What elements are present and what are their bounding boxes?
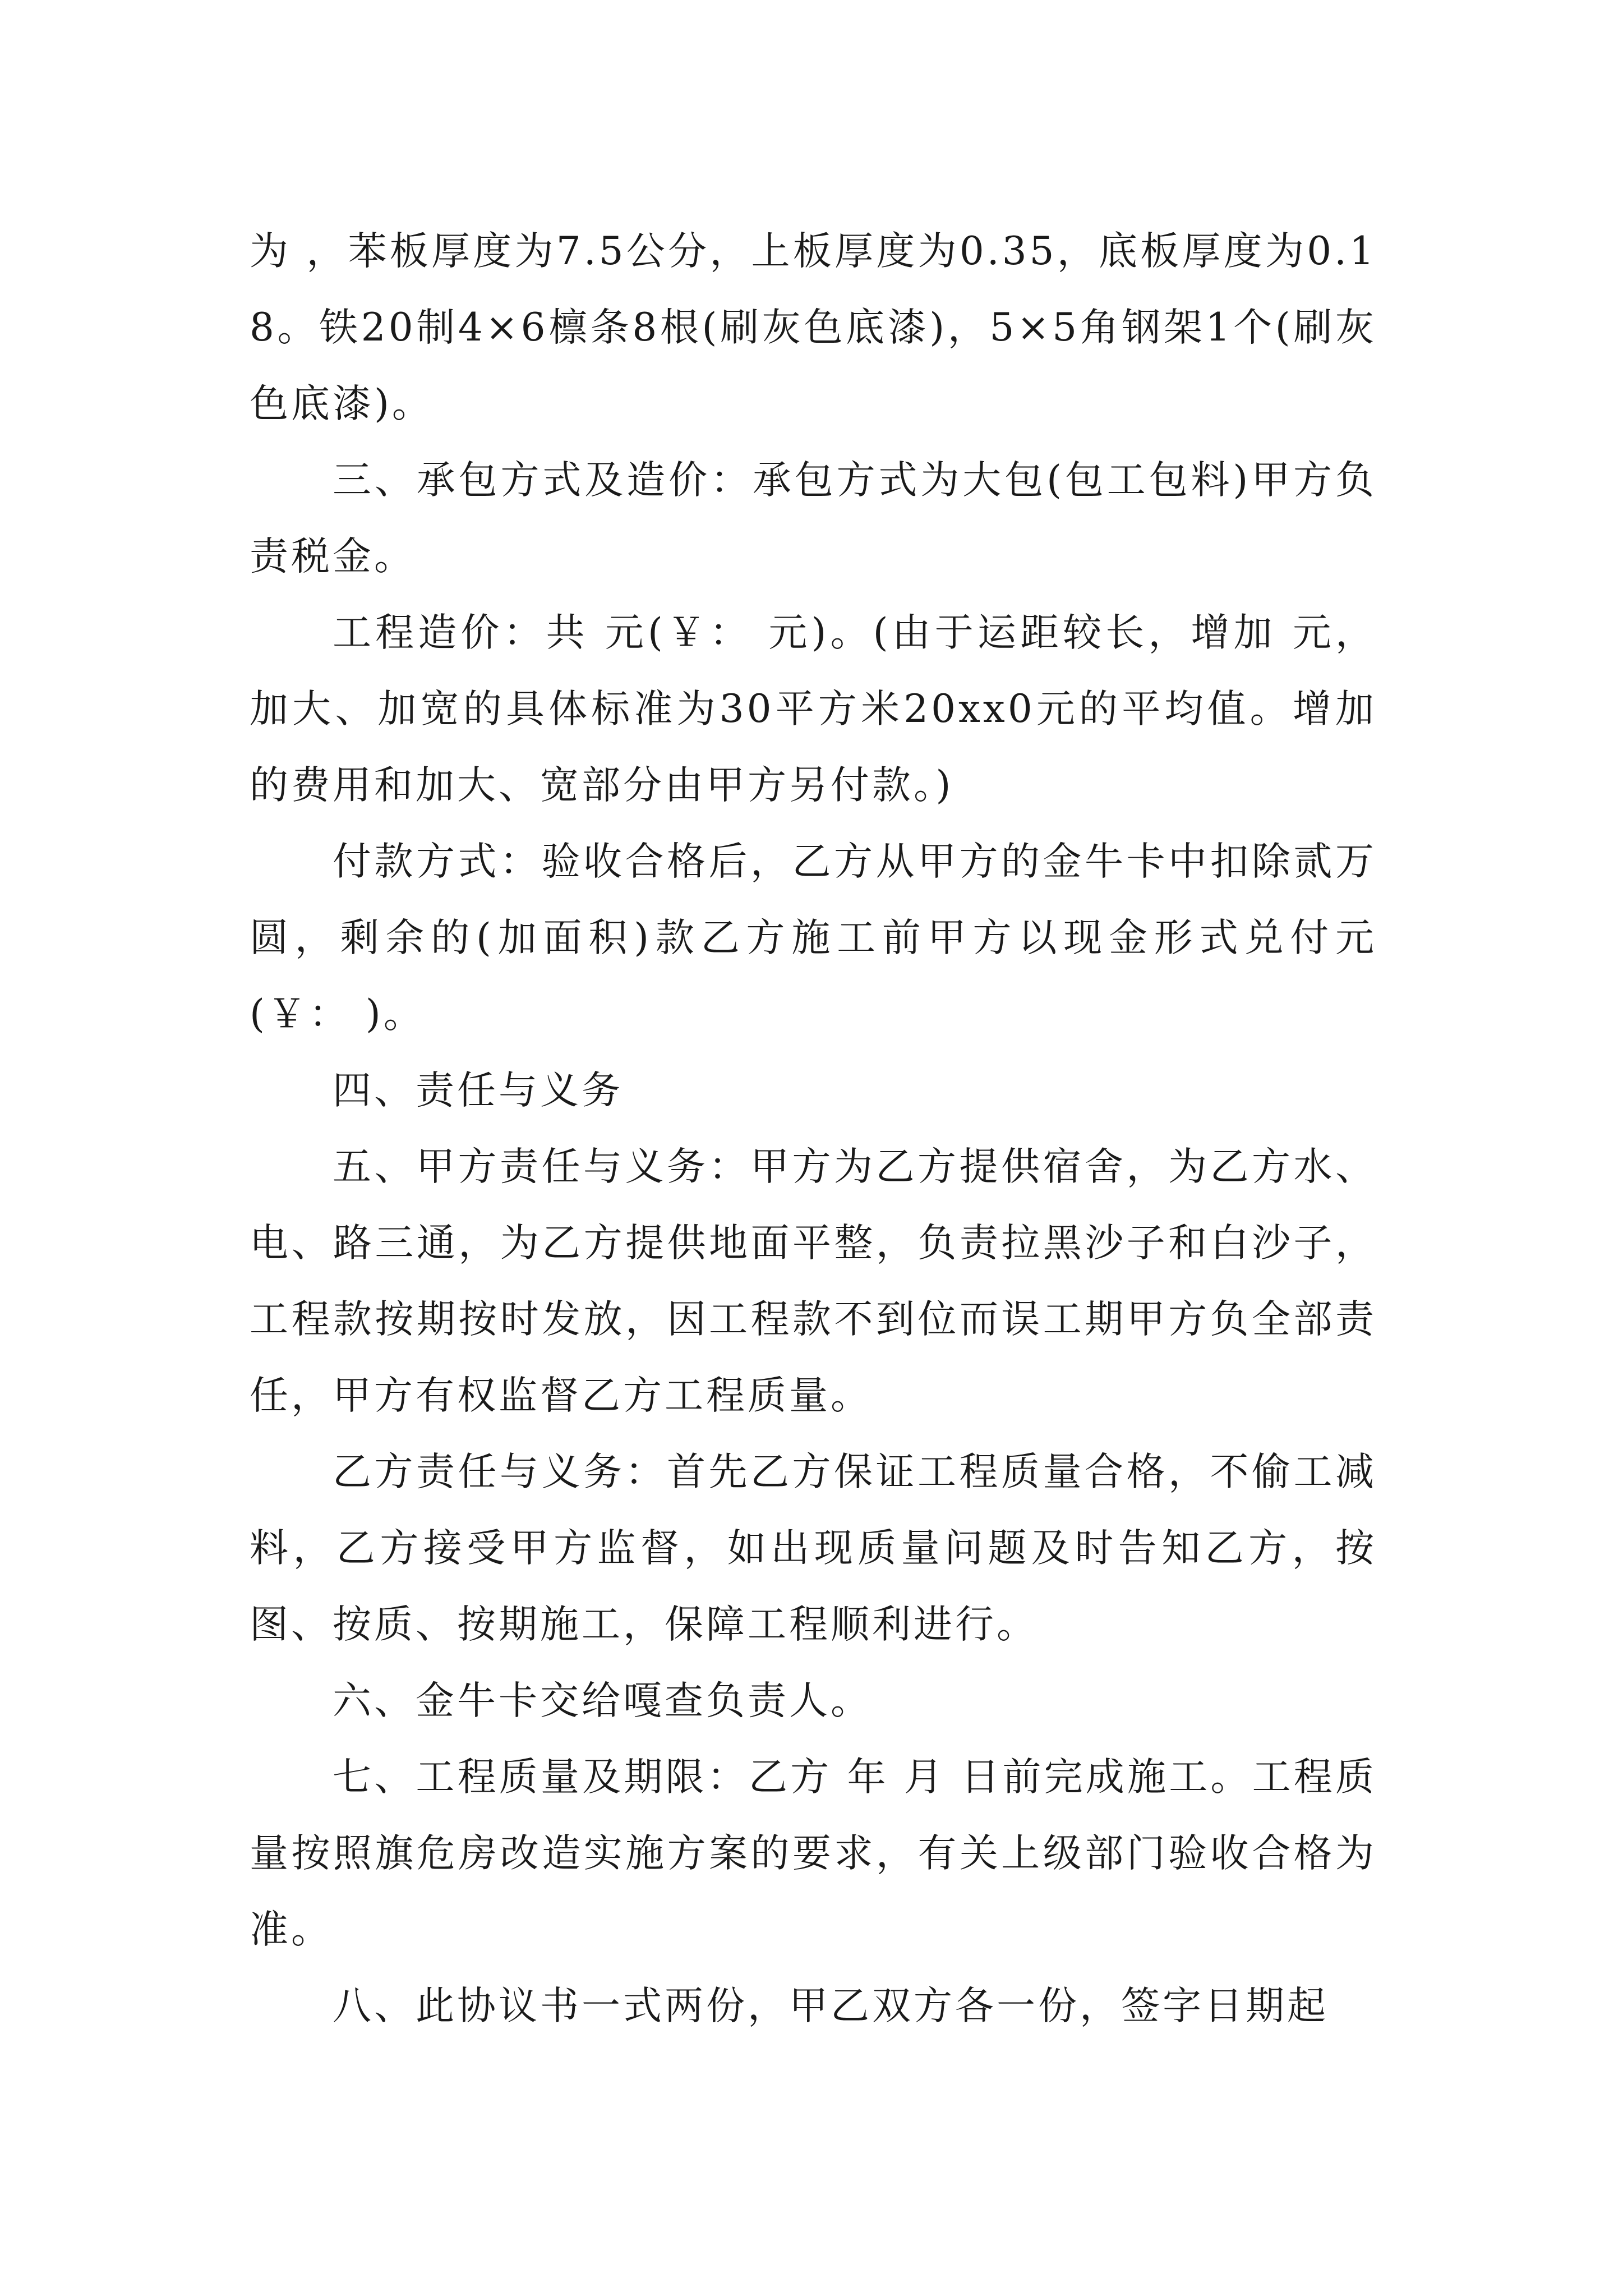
paragraph-materials: 为 ，苯板厚度为7.5公分，上板厚度为0.35，底板厚度为0.18。铁20制4×6檩条8根(刷灰色底漆)，5×5角钢架1个(刷灰色底漆)。 bbox=[250, 229, 1377, 426]
paragraph-party-b-duties: 乙方责任与义务：首先乙方保证工程质量合格，不偷工减料，乙方接受甲方监督，如出现质量问题及时告知乙方，按图、按质、按期施工，保障工程顺利进行。 bbox=[250, 1450, 1377, 1647]
paragraph-contract-method: 三、承包方式及造价：承包方式为大包(包工包料)甲方负责税金。 bbox=[250, 458, 1377, 579]
paragraph-copies: 八、此协议书一式两份，甲乙双方各一份，签字日期起 bbox=[333, 1984, 1329, 2028]
paragraph-responsibilities-heading: 四、责任与义务 bbox=[333, 1068, 623, 1113]
paragraph-party-a-duties: 五、甲方责任与义务：甲方为乙方提供宿舍，为乙方水、电、路三通，为乙方提供地面平整，负责拉黑沙子和白沙子，工程款按期按时发放，因工程款不到位而误工期甲方负全部责任，甲方有权监督乙方工程质量。 bbox=[250, 1144, 1377, 1418]
paragraph-project-cost: 工程造价：共 元(￥： 元)。(由于运距较长，增加 元，加大、加宽的具体标准为30平方米20xx0元的平均值。增加的费用和加大、宽部分由甲方另付款。) bbox=[250, 610, 1377, 808]
paragraph-quality-deadline: 七、工程质量及期限：乙方 年 月 日前完成施工。工程质量按照旗危房改造实施方案的要求，有关上级部门验收合格为准。 bbox=[250, 1755, 1377, 1952]
document-body bbox=[250, 213, 1377, 2044]
paragraph-payment-method: 付款方式：验收合格后，乙方从甲方的金牛卡中扣除贰万圆，剩余的(加面积)款乙方施工前甲方以现金形式兑付元(￥： )。 bbox=[250, 839, 1377, 1037]
paragraph-card-handover: 六、金牛卡交给嘎查负责人。 bbox=[333, 1678, 872, 1723]
